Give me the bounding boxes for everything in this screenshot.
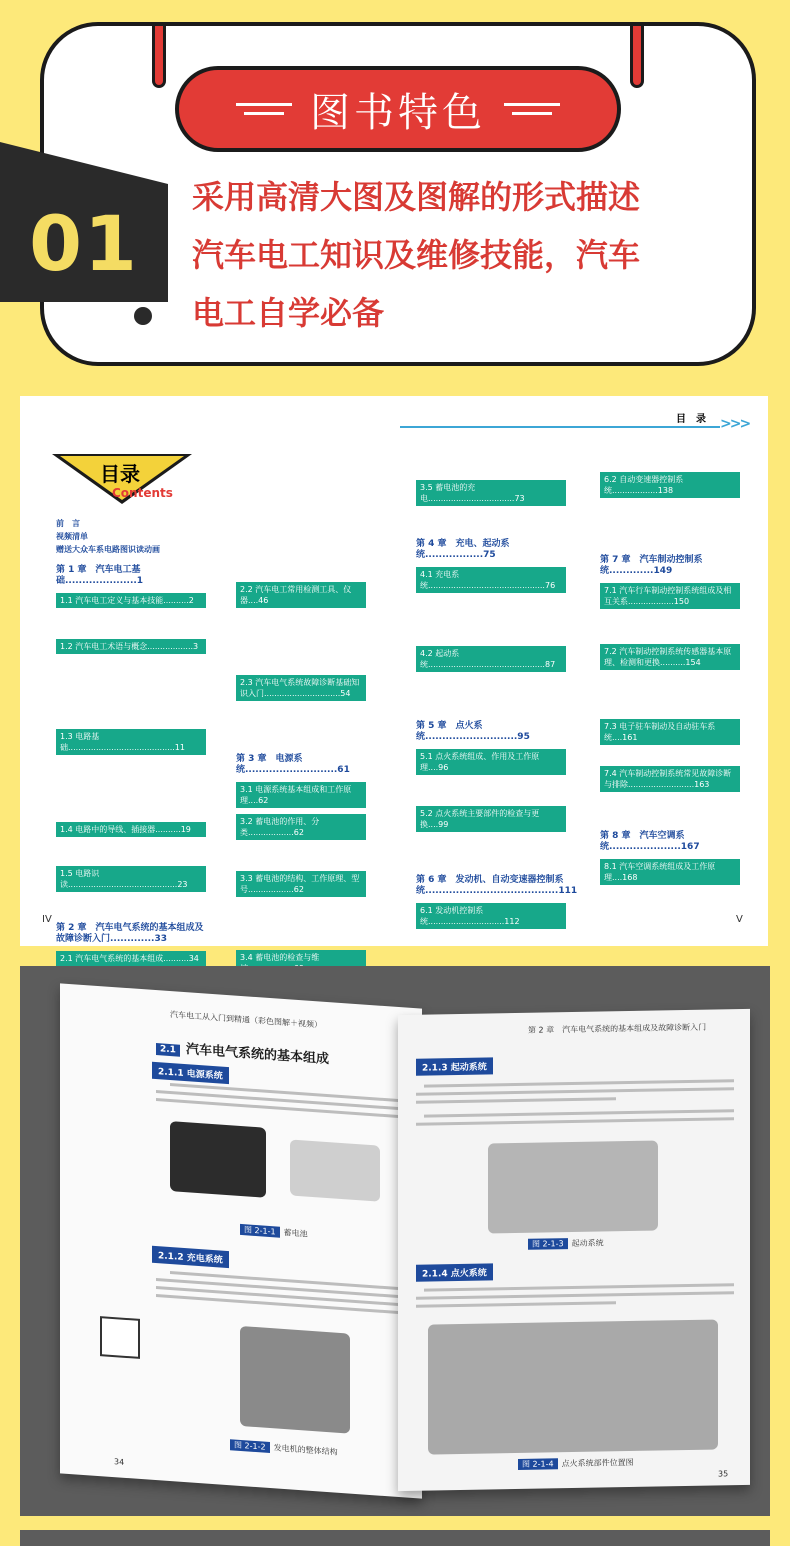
bullet-dot (134, 307, 152, 325)
toc-items (56, 611, 206, 633)
toc-section: 5.2 点火系统主要部件的检查与更换....99 (416, 806, 566, 832)
toc-section: 6.2 自动变速器控制系统..................138 (600, 472, 740, 498)
toc-section: 4.1 充电系统..............................................76 (416, 567, 566, 593)
left-page-header: 汽车电工从入门到精通（彩色图解＋视频） (170, 1010, 322, 1030)
book-left-page (60, 983, 422, 1498)
toc-items (600, 501, 740, 545)
toc-section: 1.1 汽车电工定义与基本技能..........2 (56, 593, 206, 608)
left-strap (152, 26, 166, 88)
toc-section: 8.1 汽车空调系统组成及工作原理....168 (600, 859, 740, 885)
text-line (424, 1109, 734, 1117)
figure-label: 图 2-1-2 (230, 1439, 270, 1453)
toc-title-en: Contents (112, 486, 173, 500)
toc-chapter: 第 5 章 点火系统...........................95 (416, 721, 530, 742)
toc-items (600, 795, 740, 821)
left-page-title (156, 1036, 329, 1067)
figure-212-caption (230, 1439, 338, 1458)
section-title-banner (175, 66, 621, 152)
toc-section: 2.2 汽车电工常用检测工具、仪器....46 (236, 582, 366, 608)
toc-section: 3.2 蓄电池的作用、分类..................62 (236, 814, 366, 840)
toc-section: 3.3 蓄电池的结构、工作原理、型号..................62 (236, 871, 366, 897)
toc-column-2 (236, 576, 366, 979)
toc-items (600, 748, 740, 760)
feature-number: 01 (0, 184, 168, 302)
toc-section: 1.2 汽车电工术语与概念..................3 (56, 639, 206, 654)
toc-section: 1.3 电路基础..........................................11 (56, 729, 206, 755)
toc-header-line (400, 426, 720, 428)
toc-items (416, 675, 566, 711)
toc-section: 7.1 汽车行车制动控制系统组成及相互关系..................150 (600, 583, 740, 609)
battery-diagram (290, 1139, 380, 1201)
toc-page-left: IV (42, 914, 52, 925)
alternator-image (240, 1326, 350, 1434)
toc-header-label: 目 录 (676, 414, 706, 425)
right-page-number: 35 (718, 1469, 729, 1479)
figure-214-caption (518, 1457, 634, 1470)
toc-items (56, 758, 206, 816)
toc-items (600, 673, 740, 713)
feature-line-1: 采用高清大图及图解的形式描述 (192, 178, 641, 216)
figure-211-caption (240, 1224, 308, 1240)
text-line (416, 1087, 734, 1096)
left-page-number: 34 (114, 1457, 125, 1467)
toc-section: 6.1 发动机控制系统..............................112 (416, 903, 566, 929)
toc-column-4 (600, 466, 740, 888)
toc-title: 目录 (100, 462, 140, 486)
toc-section: 3.4 蓄电池的检查与维 (236, 950, 366, 976)
feature-text (192, 168, 732, 342)
toc-pre-2: 视频清单 (56, 532, 88, 541)
toc-pre-3: 赠送大众车系电路图识读动画 (56, 545, 160, 554)
toc-column-3 (416, 454, 578, 932)
figure-caption: 起动系统 (571, 1238, 604, 1249)
toc-section: 1.4 电路中的导线、插接器..........19 (56, 822, 206, 837)
toc-spread-image (20, 396, 768, 963)
figure-label: 图 2-1-4 (518, 1458, 558, 1470)
corner-decoration (0, 142, 168, 184)
battery-image (170, 1121, 266, 1198)
toc-items (56, 895, 206, 913)
toc-section: 7.4 汽车制动控制系统常见故障诊断与排除..........................163 (600, 766, 740, 792)
toc-items (236, 843, 366, 865)
toc-items (236, 704, 366, 744)
book-right-page (398, 1009, 750, 1491)
section-title: 图书特色 (310, 89, 486, 136)
text-line (416, 1097, 616, 1103)
starter-diagram (488, 1141, 658, 1234)
right-page-header: 第 2 章 汽车电气系统的基本组成及故障诊断入门 (528, 1022, 707, 1035)
section-number-badge: 2.1 (156, 1043, 180, 1057)
feature-line-2: 汽车电工知识及维修技能，汽车 (192, 236, 641, 274)
next-photo-strip (20, 1530, 770, 1546)
figure-213-caption (528, 1237, 604, 1249)
feature-line-3: 电工自学必备 (192, 294, 385, 332)
text-line (424, 1283, 734, 1291)
figure-caption: 发电机的整体结构 (273, 1443, 338, 1457)
toc-items (416, 596, 566, 640)
text-line (416, 1301, 616, 1307)
toc-section: 3.1 电源系统基本组成和工作原理....62 (236, 782, 366, 808)
text-line (424, 1079, 734, 1087)
book-photo (20, 966, 770, 1516)
text-line (416, 1291, 734, 1300)
qr-code-icon (100, 1316, 140, 1359)
figure-label: 图 2-1-1 (240, 1224, 280, 1238)
toc-section: 7.2 汽车制动控制系统传感器基本原理、检测和更换..........154 (600, 644, 740, 670)
toc-column-1 (56, 518, 206, 969)
toc-section: 7.3 电子驻车制动及自动驻车系统....161 (600, 719, 740, 745)
figure-caption: 蓄电池 (283, 1227, 308, 1239)
title-deco-right (504, 97, 560, 121)
toc-section: 5.1 点火系统组成、作用及工作原理....96 (416, 749, 566, 775)
subsection-212: 2.1.2 充电系统 (152, 1246, 229, 1268)
toc-items (56, 657, 206, 723)
toc-section: 3.5 蓄电池的充电..................................73 (416, 480, 566, 506)
toc-page-right: V (736, 914, 743, 925)
figure-caption: 点火系统部件位置图 (561, 1457, 634, 1469)
subsection-214: 2.1.4 点火系统 (416, 1263, 493, 1281)
toc-items (416, 778, 566, 800)
figure-label: 图 2-1-3 (528, 1238, 568, 1250)
toc-items (236, 611, 366, 669)
toc-items (236, 900, 366, 944)
toc-chapter: 第 6 章 发动机、自动变速器控制系统.......................................111 (416, 875, 578, 896)
toc-items (416, 835, 566, 865)
toc-items (600, 612, 740, 638)
toc-items (416, 509, 566, 529)
text-line (416, 1117, 734, 1126)
toc-section: 2.3 汽车电气系统故障诊断基础知识入门..............................54 (236, 675, 366, 701)
subsection-213: 2.1.3 起动系统 (416, 1057, 493, 1075)
subsection-211: 2.1.1 电源系统 (152, 1062, 229, 1084)
toc-chapter: 第 8 章 汽车空调系统.....................167 (600, 831, 700, 852)
arrow-icon: >>> (720, 416, 750, 432)
toc-chapter: 第 3 章 电源系统...........................61 (236, 754, 350, 775)
ignition-diagram (428, 1319, 718, 1454)
toc-pre-1: 前 言 (56, 519, 80, 528)
toc-chapter: 第 2 章 汽车电气系统的基本组成及故障诊断入门.............33 (56, 923, 204, 944)
toc-items (56, 840, 206, 860)
toc-chapter: 第 7 章 汽车制动控制系统.............149 (600, 555, 703, 576)
toc-chapter: 第 4 章 充电、起动系统.................75 (416, 539, 510, 560)
toc-section: 1.5 电路识读...........................................23 (56, 866, 206, 892)
title-deco-left (236, 97, 292, 121)
toc-chapter: 第 1 章 汽车电工基础.....................1 (56, 565, 144, 586)
left-page-title-text: 汽车电气系统的基本组成 (185, 1042, 329, 1068)
toc-items (416, 454, 566, 474)
right-strap (630, 26, 644, 88)
toc-section: 2.1 汽车电气系统的基本组成..........34 (56, 951, 206, 966)
toc-section: 4.2 起动系统..............................................87 (416, 646, 566, 672)
